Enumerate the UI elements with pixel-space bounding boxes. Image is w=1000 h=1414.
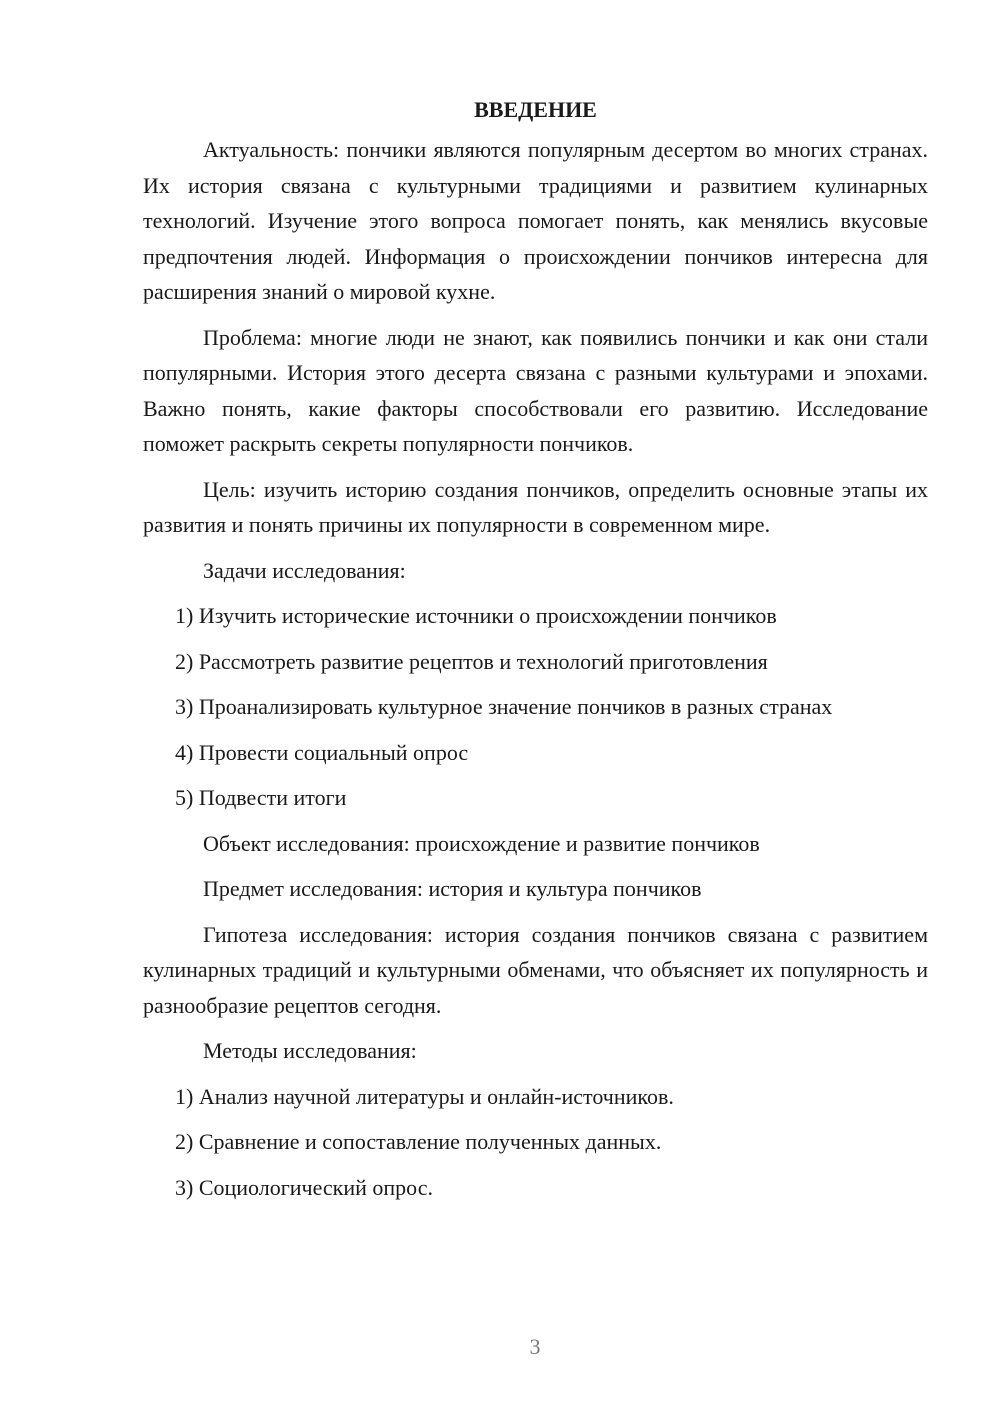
list-item: 3) Проанализировать культурное значение пончиков в разных странах (175, 694, 833, 719)
list-item: 3) Социологический опрос. (175, 1174, 433, 1200)
hypothesis-paragraph: Гипотеза исследования: история создания пончиков связана с развитием кулинарных традиций и культурными обменами, что объясняет их популярность и разнообразие рецептов сегодня. (143, 921, 928, 1018)
tasks-list (143, 598, 928, 816)
list-item: 1) Изучить исторические источники о происхождении пончиков (175, 603, 777, 628)
list-item: 2) Сравнение и сопоставление полученных данных. (175, 1129, 662, 1154)
subject-line: Предмет исследования: история и культура пончиков (203, 876, 702, 901)
relevance-paragraph: Актуальность: пончики являются популярным десертом во многих странах. Их история связана с культурными традициями и развитием кулинарных технологий. Изучение этого вопроса помогает понять, как менялись вкусовые предпочтения людей. Информация о происхождении пончиков интересна для расширения знаний о мировой кухне. (143, 137, 928, 304)
object-line: Объект исследования: происхождение и развитие пончиков (203, 830, 760, 856)
tasks-heading: Задачи исследования: (203, 557, 406, 583)
section-title: ВВЕДЕНИЕ (474, 97, 597, 122)
list-item: 5) Подвести итоги (175, 785, 347, 810)
list-item: 4) Провести социальный опрос (175, 739, 469, 765)
methods-heading: Методы исследования: (203, 1038, 417, 1063)
page-content (143, 92, 928, 1215)
methods-list (143, 1079, 928, 1206)
list-item: 1) Анализ научной литературы и онлайн-источников. (175, 1083, 674, 1109)
goal-paragraph: Цель: изучить историю создания пончиков, определить основные этапы их развития и понять причины их популярности в современном мире. (143, 476, 928, 537)
problem-paragraph: Проблема: многие люди не знают, как появились пончики и как они стали популярными. История этого десерта связана с разными культурами и эпохами. Важно понять, какие факторы способствовали его развитию. Исследование поможет раскрыть секреты популярности пончиков. (143, 324, 928, 456)
page-number: 3 (529, 1334, 541, 1359)
list-item: 2) Рассмотреть развитие рецептов и технологий приготовления (175, 648, 768, 674)
